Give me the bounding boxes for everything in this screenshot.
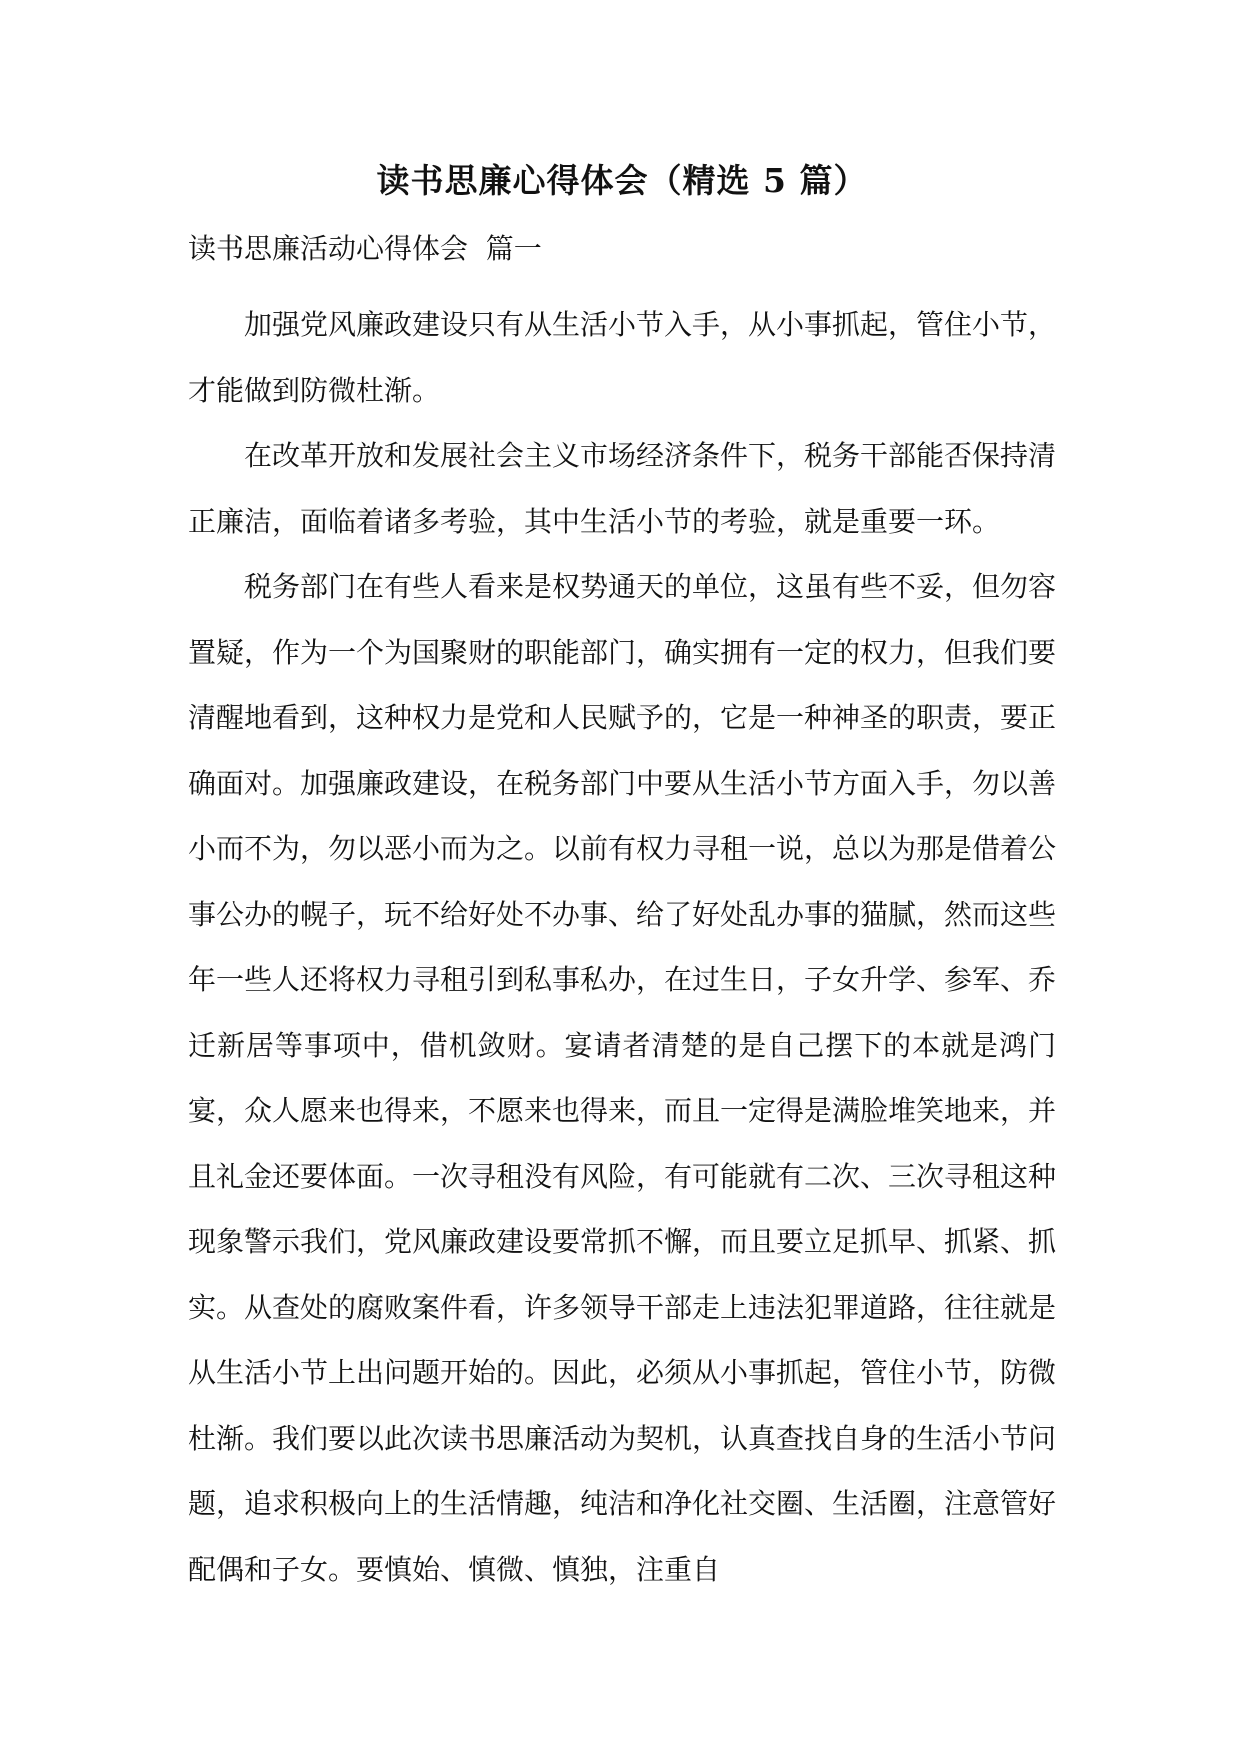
section-heading: 读书思廉活动心得体会 篇一 xyxy=(188,232,542,265)
paragraph-2: 在改革开放和发展社会主义市场经济条件下，税务干部能否保持清正廉洁，面临着诸多考验，其中生活小节的考验，就是重要一环。 xyxy=(188,439,1057,538)
paragraph-1: 加强党风廉政建设只有从生活小节入手，从小事抓起，管住小节，才能做到防微杜渐。 xyxy=(188,308,1057,407)
document-body xyxy=(188,158,1056,1602)
document-title: 读书思廉心得体会（精选 5 篇） xyxy=(376,161,868,200)
paragraph-3: 税务部门在有些人看来是权势通天的单位，这虽有些不妥，但勿容置疑，作为一个为国聚财的职能部门，确实拥有一定的权力，但我们要清醒地看到，这种权力是党和人民赋予的，它是一种神圣的职责，要正确面对。加强廉政建设，在税务部门中要从生活小节方面入手，勿以善小而不为，勿以恶小而为之。以前有权力寻租一说，总以为那是借着公事公办的幌子，玩不给好处不办事、给了好处乱办事的猫腻，然而这些年一些人还将权力寻租引到私事私办，在过生日，子女升学、参军、乔迁新居等事项中，借机敛财。宴请者清楚的是自己摆下的本就是鸿门宴，众人愿来也得来，不愿来也得来，而且一定得是满脸堆笑地来，并且礼金还要体面。一次寻租没有风险，有可能就有二次、三次寻租这种现象警示我们，党风廉政建设要常抓不懈，而且要立足抓早、抓紧、抓实。从查处的腐败案件看，许多领导干部走上违法犯罪道路，往往就是从生活小节上出问题开始的。因此，必须从小事抓起，管住小节，防微杜渐。我们要以此次读书思廉活动为契机，认真查找自身的生活小节问题，追求积极向上的生活情趣，纯洁和净化社交圈、生活圈，注意管好配偶和子女。要慎始、慎微、慎独，注重自 xyxy=(188,570,1057,1586)
